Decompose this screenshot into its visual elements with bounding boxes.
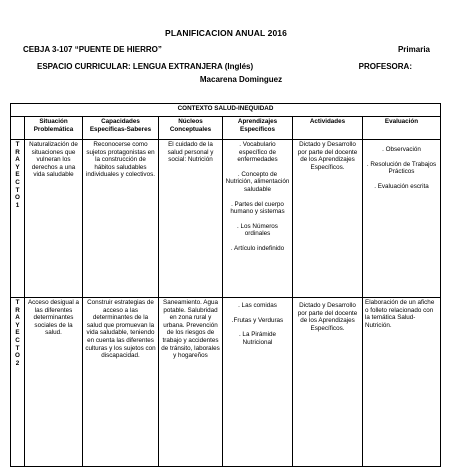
level-label: Primaria [397,45,430,54]
situacion-cell: Acceso desigual a las diferentes determinantes sociales de la salud. [25,298,83,467]
column-header: Evaluación [363,117,441,140]
professor-label: PROFESORA: [358,62,412,71]
column-header: Situación Problemática [25,117,83,140]
column-header: Aprendizajes Específicos [223,117,293,140]
list-item: . La Pirámide Nutricional [238,331,277,346]
corner-cell [11,117,25,140]
trayecto-label: T R A Y E C T O 1 [11,140,25,298]
list-item: . Resolución de Trabajos Prácticos [366,160,437,176]
context-header: CONTEXTO SALUD-INEQUIDAD [11,104,441,117]
list-item: . Partes del cuerpo humano y sistemas [230,200,285,216]
list-item: . Artículo indefinido [230,244,285,252]
list-item: . Observación [382,146,421,153]
school-name: CEBJA 3-107 “PUENTE DE HIERRO” [23,45,162,54]
situacion-cell: Naturalización de situaciones que vulneran los derechos a una vida saludable [25,140,83,298]
actividades-cell: Dictado y Desarrollo por parte del docente de los Aprendizajes Específicos. [293,140,363,298]
professor-name: Macarena Dominguez [199,75,283,84]
table-row [11,140,441,298]
trayecto-label: T R A Y E C T O 2 [11,298,25,467]
table-row [11,298,441,467]
actividades-cell: Dictado y Desarrollo por parte del docente de los Aprendizajes Específicos. [293,298,363,467]
planning-table [10,103,441,467]
column-header: Núcleos Conceptuales [159,117,223,140]
aprendizajes-cell [223,140,293,298]
aprendizajes-cell [223,298,293,467]
document-title: PLANIFICACION ANUAL 2016 [165,28,287,38]
evaluacion-cell [363,298,441,467]
list-item: . Concepto de Nutrición, alimentación saludable [225,170,290,193]
list-item: .Frutas y Verduras [231,316,284,324]
nucleos-cell: El cuidado de la salud personal y social: Nutrición [159,140,223,298]
nucleos-cell: Saneamiento. Agua potable. Salubridad en zona rural y urbana. Prevención de los riesgos de trabajo y accidentes de tránsito, laborales y hogareños [159,298,223,467]
list-item: . Vocabulario específico de enfermedades [237,141,278,164]
capacidades-cell: Reconocerse como sujetos protagonistas en la construcción de hábitos saludables individuales y colectivos. [83,140,159,298]
capacidades-cell: Construir estrategias de acceso a las determinantes de la salud que promuevan la vida saludable, teniendo en cuenta las diferentes culturas y los sujetos con discapacidad. [83,298,159,467]
list-item: Elaboración de un afiche o folleto relacionado con la temática Salud-Nutrición. [365,299,435,329]
column-header: Actividades [293,117,363,140]
subject-label: ESPACIO CURRICULAR: LENGUA EXTRANJERA (Inglés) [37,62,254,71]
list-item: . Las comidas [238,302,277,309]
evaluacion-cell [363,140,441,298]
column-header: Capacidades Específicas-Saberes [83,117,159,140]
list-item: . Los Números ordinales [237,222,278,238]
list-item: . Evaluación escrita [374,182,429,190]
